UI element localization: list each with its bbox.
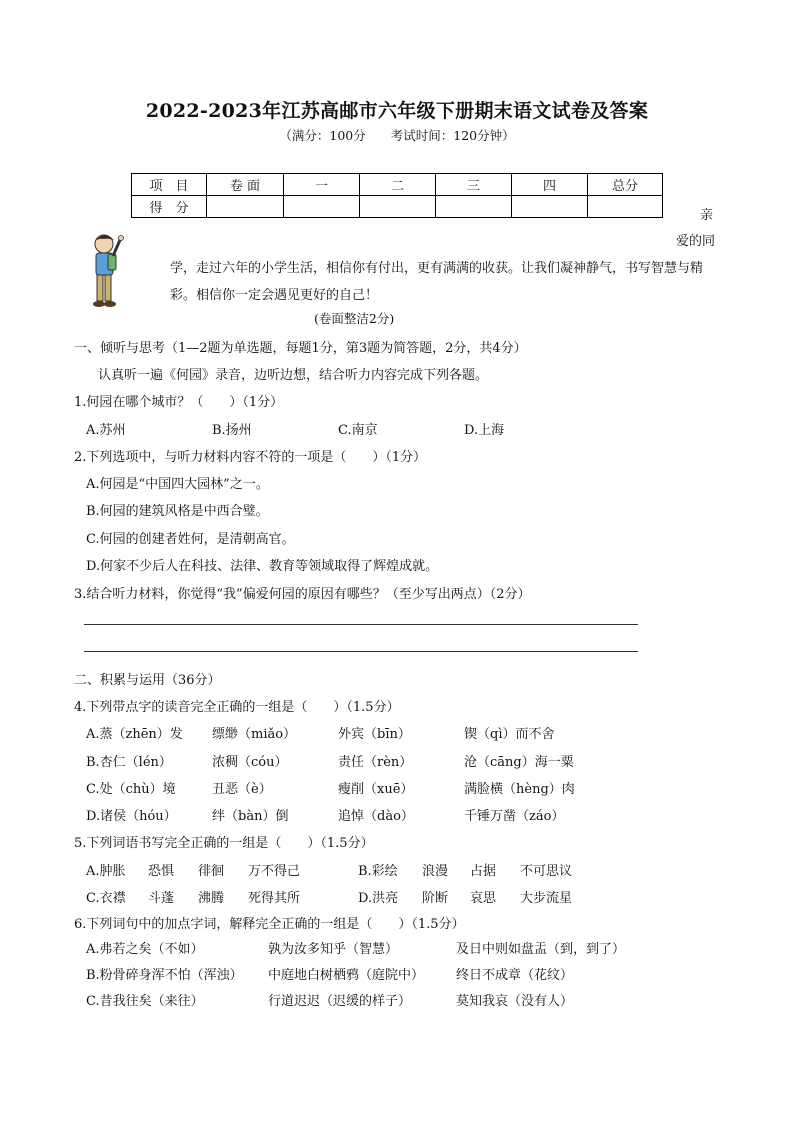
q5-stem: 5.下列词语书写完全正确的一组是（ ）（1.5分） bbox=[74, 836, 374, 851]
q5-cell: 不可思议 bbox=[520, 864, 573, 879]
q5-cell: 徘徊 bbox=[198, 864, 225, 879]
q4-cell: A.蒸（zhēn）发 bbox=[86, 727, 183, 742]
score-table bbox=[131, 173, 663, 218]
q5-cell: C.衣襟 bbox=[86, 891, 126, 906]
q6-cell: A.弗若之矣（不如） bbox=[86, 942, 204, 957]
q5-cell: 斗蓬 bbox=[148, 891, 175, 906]
q4-cell: C.处（chù）境 bbox=[86, 782, 176, 797]
q5-cell: 哀思 bbox=[470, 891, 497, 906]
q4-cell: 缥缈（miǎo） bbox=[212, 727, 297, 742]
section1-intro: 认真听一遍《何园》录音，边听边想，结合听力内容完成下列各题。 bbox=[98, 368, 489, 383]
q5-cell: 死得其所 bbox=[248, 891, 301, 906]
exam-title: 2022-2023年江苏高邮市六年级下册期末语文试卷及答案 bbox=[145, 100, 649, 122]
neatness-note: (卷面整洁2分) bbox=[314, 311, 395, 326]
q4-cell: B.杏仁（lén） bbox=[86, 755, 172, 770]
score-cell[interactable] bbox=[207, 196, 284, 218]
q4-cell: 绊（bàn）倒 bbox=[212, 809, 289, 824]
q5-cell: 恐惧 bbox=[148, 864, 175, 879]
q4-cell: 追悼（dào） bbox=[338, 809, 414, 824]
q2-stem: 2.下列选项中，与听力材料内容不符的一项是（ ）（1分） bbox=[74, 450, 427, 465]
section2-heading: 二、积累与运用（36分） bbox=[74, 673, 221, 688]
q6-cell: 孰为汝多知乎（智慧） bbox=[268, 942, 399, 957]
q1-option-b: B.扬州 bbox=[212, 423, 252, 438]
q6-cell: 莫知我哀（没有人） bbox=[456, 994, 574, 1009]
score-header-cell: 总分 bbox=[588, 174, 663, 196]
section1-heading: 一、倾听与思考（1—2题为单选题，每题1分，第3题为简答题，2分，共4分） bbox=[74, 341, 527, 356]
greeting-line-4: 彩。相信你一定会遇见更好的自己！ bbox=[170, 288, 379, 303]
score-header-cell: 一 bbox=[284, 174, 360, 196]
q4-cell: 丑恶（è） bbox=[212, 782, 272, 797]
q4-cell: 瘦削（xuē） bbox=[338, 782, 414, 797]
q1-option-d: D.上海 bbox=[464, 423, 505, 438]
q1-option-a: A.苏州 bbox=[86, 423, 126, 438]
q4-stem: 4.下列带点字的读音完全正确的一组是（ ）（1.5分） bbox=[74, 700, 400, 715]
q6-cell: 行道迟迟（迟缓的样子） bbox=[268, 994, 412, 1009]
q2-option-b: B.何园的建筑风格是中西合璧。 bbox=[86, 504, 269, 519]
score-cell[interactable] bbox=[284, 196, 360, 218]
greeting-line-3: 学，走过六年的小学生活，相信你有付出，更有满满的收获。让我们凝神静气，书写智慧与精 bbox=[170, 261, 704, 276]
score-cell[interactable] bbox=[436, 196, 512, 218]
score-table-header-row bbox=[132, 174, 663, 196]
greeting-line-1: 亲 bbox=[700, 208, 714, 223]
q5-cell: 沸腾 bbox=[198, 891, 225, 906]
q2-option-c: C.何园的创建者姓何，是清朝高官。 bbox=[86, 532, 295, 547]
exam-subtitle: （满分：100分 考试时间：120分钟） bbox=[279, 128, 515, 143]
q6-cell: C.昔我往矣（来往） bbox=[86, 994, 204, 1009]
q3-answer-line[interactable] bbox=[84, 624, 638, 625]
q5-cell: 万不得己 bbox=[248, 864, 301, 879]
q2-option-d: D.何家不少后人在科技、法律、教育等领域取得了辉煌成就。 bbox=[86, 559, 439, 574]
q5-cell: 大步流星 bbox=[520, 891, 573, 906]
q6-cell: 终日不成章（花纹） bbox=[456, 968, 574, 983]
score-header-cell: 项 目 bbox=[132, 174, 207, 196]
score-cell[interactable] bbox=[512, 196, 588, 218]
student-figure-icon bbox=[84, 232, 134, 312]
q5-cell: B.彩绘 bbox=[358, 864, 398, 879]
q6-cell: 中庭地白树栖鸦（庭院中） bbox=[268, 968, 425, 983]
q5-cell: D.洪亮 bbox=[358, 891, 399, 906]
q4-cell: 千锤万凿（záo） bbox=[464, 809, 565, 824]
score-cell[interactable] bbox=[360, 196, 436, 218]
score-header-cell: 二 bbox=[360, 174, 436, 196]
q5-cell: 占据 bbox=[470, 864, 497, 879]
score-header-cell: 三 bbox=[436, 174, 512, 196]
score-header-cell: 四 bbox=[512, 174, 588, 196]
score-cell[interactable] bbox=[588, 196, 663, 218]
q4-cell: 锲（qì）而不舍 bbox=[464, 727, 555, 742]
q5-cell: A.肿胀 bbox=[86, 864, 126, 879]
q1-stem: 1.何园在哪个城市？（ ）（1分） bbox=[74, 395, 284, 410]
q6-cell: 及日中则如盘盂（到，到了） bbox=[456, 942, 626, 957]
greeting-line-2: 爱的同 bbox=[676, 234, 716, 249]
q3-answer-line[interactable] bbox=[84, 651, 638, 652]
q1-option-c: C.南京 bbox=[338, 423, 378, 438]
q5-cell: 浪漫 bbox=[422, 864, 449, 879]
q4-cell: 责任（rèn） bbox=[338, 755, 413, 770]
q3-stem: 3.结合听力材料，你觉得“我”偏爱何园的原因有哪些？（至少写出两点）（2分） bbox=[74, 587, 531, 602]
q5-cell: 阶断 bbox=[422, 891, 449, 906]
q4-cell: D.诸侯（hóu） bbox=[86, 809, 177, 824]
q6-cell: B.粉骨碎身浑不怕（浑浊） bbox=[86, 968, 243, 983]
q2-option-a: A.何园是“中国四大园林”之一。 bbox=[86, 477, 269, 492]
score-row-label: 得 分 bbox=[132, 196, 207, 218]
score-table-score-row bbox=[132, 196, 663, 218]
q6-stem: 6.下列词句中的加点字词，解释完全正确的一组是（ ）（1.5分） bbox=[74, 917, 465, 932]
q4-cell: 浓稠（cóu） bbox=[212, 755, 288, 770]
q4-cell: 沧（cāng）海一粟 bbox=[464, 755, 574, 770]
q4-cell: 满脸横（hèng）肉 bbox=[464, 782, 575, 797]
q4-cell: 外宾（bīn） bbox=[338, 727, 411, 742]
score-header-cell: 卷 面 bbox=[207, 174, 284, 196]
